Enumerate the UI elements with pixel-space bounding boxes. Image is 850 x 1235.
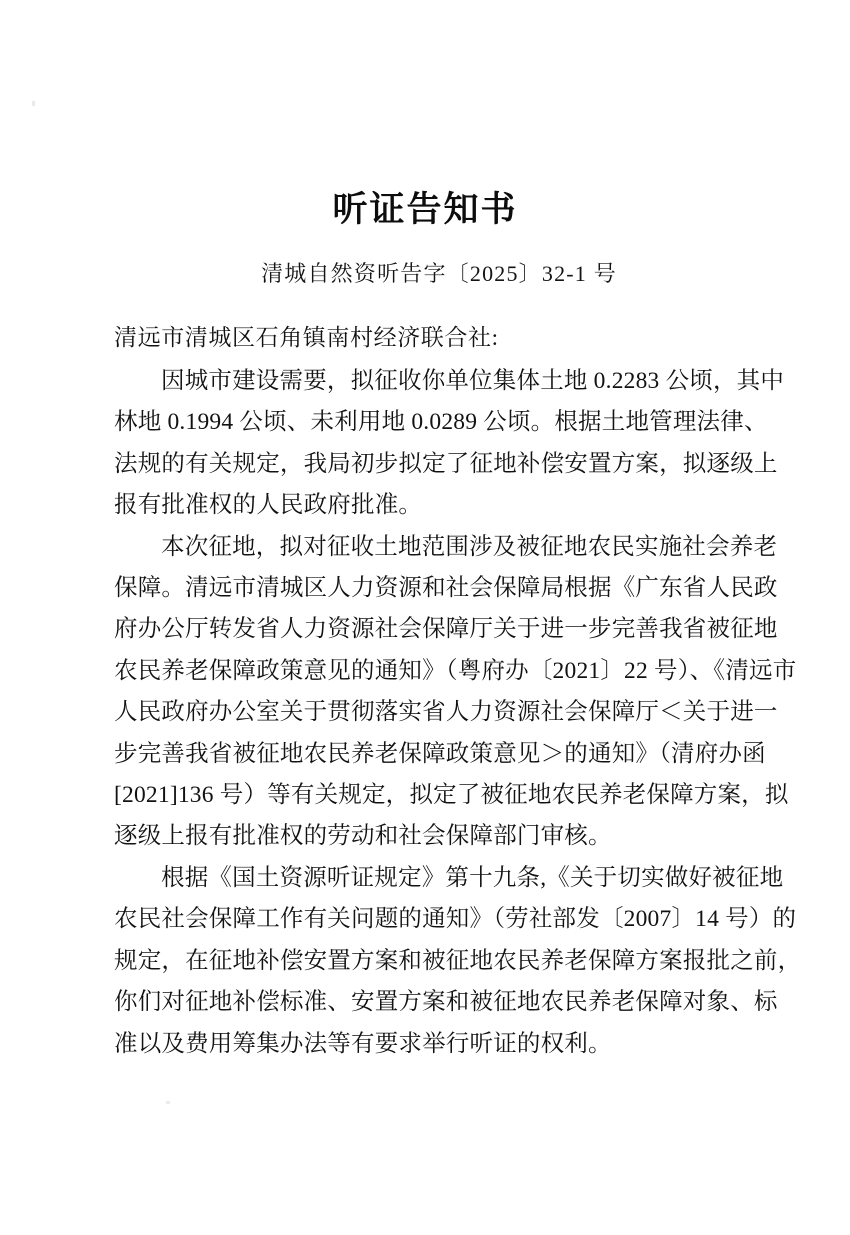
- paragraph-line: 步完善我省被征地农民养老保障政策意见＞的通知》（清府办函: [114, 740, 766, 767]
- paragraph-line: 根据《国土资源听证规定》第十九条,《关于切实做好被征地: [161, 864, 784, 891]
- paragraph-line: 保障。清远市清城区人力资源和社会保障局根据《广东省人民政: [114, 575, 778, 602]
- paragraph-line: 人民政府办公室关于贯彻落实省人力资源社会保障厅＜关于进一: [114, 699, 778, 726]
- paragraph-land-acquisition: [114, 361, 785, 527]
- paragraph-social-security: [114, 527, 797, 858]
- document-body: [114, 318, 802, 1065]
- paragraph-line: 本次征地，拟对征收土地范围涉及被征地农民实施社会养老: [161, 533, 778, 560]
- paragraph-line: 报有批准权的人民政府批准。: [114, 492, 423, 519]
- paragraph-line: 农民养老保障政策意见的通知》（粤府办〔2021〕22 号）、《清远市: [114, 657, 797, 684]
- paragraph-hearing-rights: [114, 858, 802, 1065]
- document-number: 清城自然资听告字〔2025〕32-1 号: [261, 261, 617, 286]
- paragraph-line: 农民社会保障工作有关问题的通知》（劳社部发〔2007〕14 号）的: [114, 906, 797, 933]
- paragraph-line: 因城市建设需要，拟征收你单位集体土地 0.2283 公顷，其中: [161, 368, 785, 394]
- paragraph-line: 林地 0.1994 公顷、未利用地 0.0289 公顷。根据土地管理法律、: [114, 409, 768, 436]
- scan-artifact-speck: [32, 101, 35, 106]
- scan-artifact-speck: [166, 1101, 170, 1104]
- paragraph-line: 规定，在征地补偿安置方案和被征地农民养老保障方案报批之前，: [114, 947, 802, 974]
- paragraph-line: 法规的有关规定，我局初步拟定了征地补偿安置方案，拟逐级上: [114, 450, 778, 477]
- paragraph-line: [2021]136 号）等有关规定，拟定了被征地农民养老保障方案，拟: [114, 782, 789, 809]
- paragraph-line: 府办公厅转发省人力资源社会保障厅关于进一步完善我省被征地: [114, 616, 778, 643]
- paragraph-line: 逐级上报有批准权的劳动和社会保障部门审核。: [114, 823, 612, 850]
- paragraph-line: 你们对征地补偿标准、安置方案和被征地农民养老保障对象、标: [114, 989, 778, 1016]
- recipient-line: 清远市清城区石角镇南村经济联合社:: [114, 325, 499, 350]
- page-title: 听证告知书: [332, 190, 518, 230]
- paragraph-line: 准以及费用筹集办法等有要求举行听证的权利。: [114, 1030, 612, 1057]
